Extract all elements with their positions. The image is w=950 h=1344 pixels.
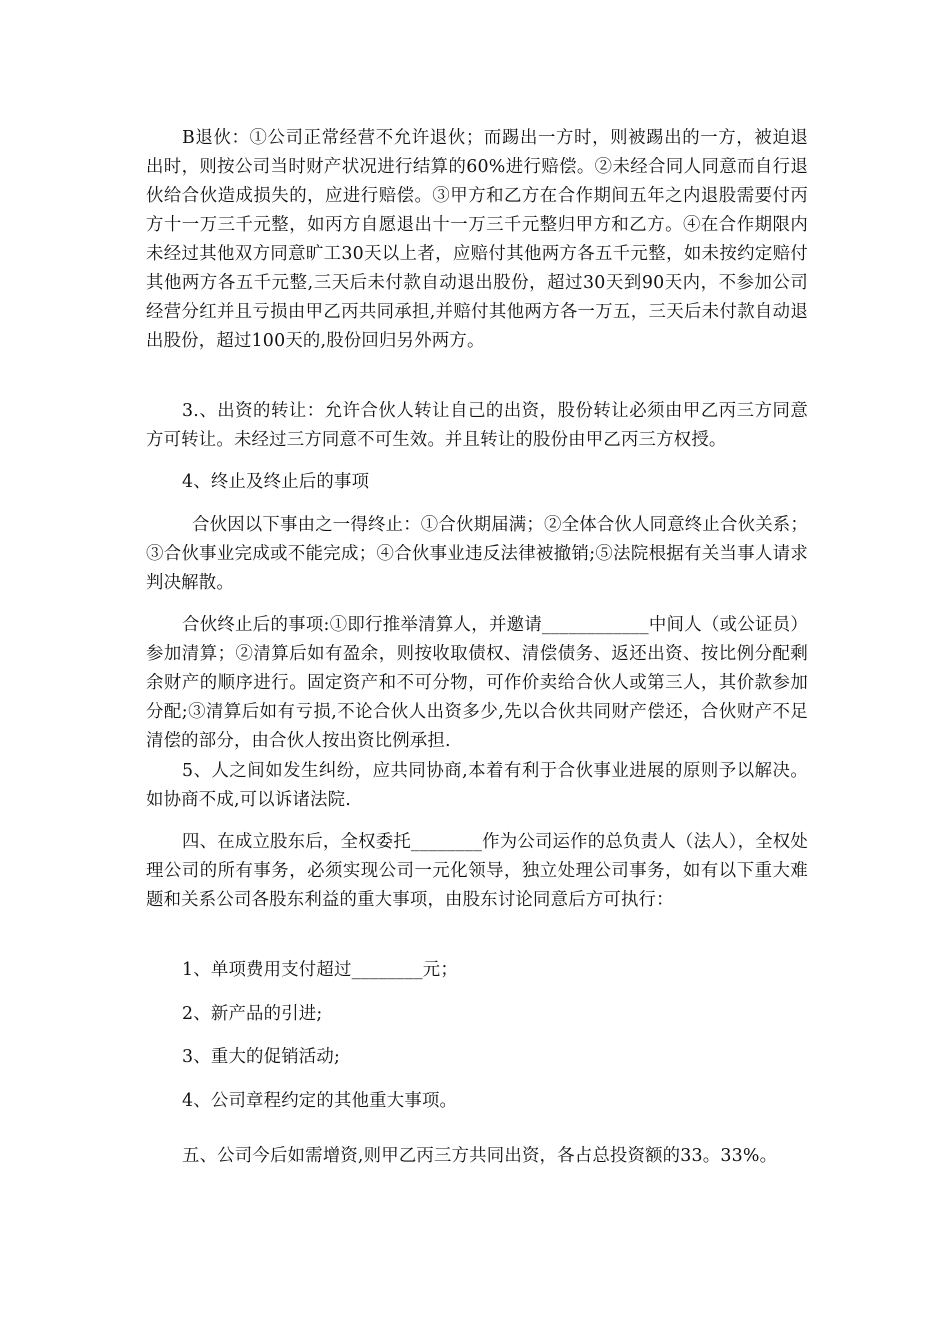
paragraph-post-termination: 合伙终止后的事项:①即行推举清算人，并邀请____________中间人（或公证员）参加清算；②清算后如有盈余，则按收取债权、清偿债务、返还出资、按比例分配剩余财产的顺序进行。固定资产和不可分物，可作价卖给合伙人或第三人，其价款参加分配;③清算后如有亏损,不论合伙人出资多少,先以合伙共同财产偿还，合伙财产不足清偿的部分，由合伙人按出资比例承担. [146,615,808,751]
list-item-promotion: 3、重大的促销活动; [182,1047,341,1067]
heading-termination: 4、终止及终止后的事项 [182,472,370,492]
paragraph-termination-reasons: 合伙因以下事由之一得终止：①合伙期届满；②全体合伙人同意终止合伙关系；③合伙事业完成或不能完成；④合伙事业违反法律被撤销;⑤法院根据有关当事人请求判决解散。 [146,515,808,593]
paragraph-section-five: 五、公司今后如需增资,则甲乙丙三方共同出资，各占总投资额的33。33%。 [182,1146,778,1166]
list-item-expense: 1、单项费用支付超过________元； [182,960,458,980]
paragraph-capital-transfer: 3.、出资的转让：允许合伙人转让自己的出资，股份转让必须由甲乙丙三方同意方可转让。未经过三方同意不可生效。并且转让的股份由甲乙丙三方权授。 [146,401,808,450]
paragraph-withdrawal: B退伙：①公司正常经营不允许退伙；而踢出一方时，则被踢出的一方，被迫退出时，则按公司当时财产状况进行结算的60%进行赔偿。②未经合同人同意而自行退伙给合伙造成损失的，应进行赔偿。③甲方和乙方在合作期间五年之内退股需要付丙方十一万三千元整，如丙方自愿退出十一万三千元整归甲方和乙方。④在合作期限内未经过其他双方同意旷工30天以上者，应赔付其他两方各五千元整，如未按约定赔付其他两方各五千元整,三天后未付款自动退出股份，超过30天到90天内，不参加公司经营分红并且亏损由甲乙丙共同承担,并赔付其他两方各一万五，三天后未付款自动退出股份，超过100天的,股份回归另外两方。 [146,128,808,351]
list-item-other-matters: 4、公司章程约定的其他重大事项。 [182,1091,458,1111]
list-item-new-product: 2、新产品的引进; [182,1004,323,1024]
paragraph-disputes: 5、人之间如发生纠纷，应共同协商,本着有利于合伙事业进展的原则予以解决。如协商不成,可以诉诸法院. [146,761,808,810]
paragraph-section-four: 四、在成立股东后，全权委托________作为公司运作的总负责人（法人），全权处理公司的所有事务，必须实现公司一元化领导，独立处理公司事务，如有以下重大难题和关系公司各股东利益的重大事项，由股东讨论同意后方可执行： [146,832,808,910]
